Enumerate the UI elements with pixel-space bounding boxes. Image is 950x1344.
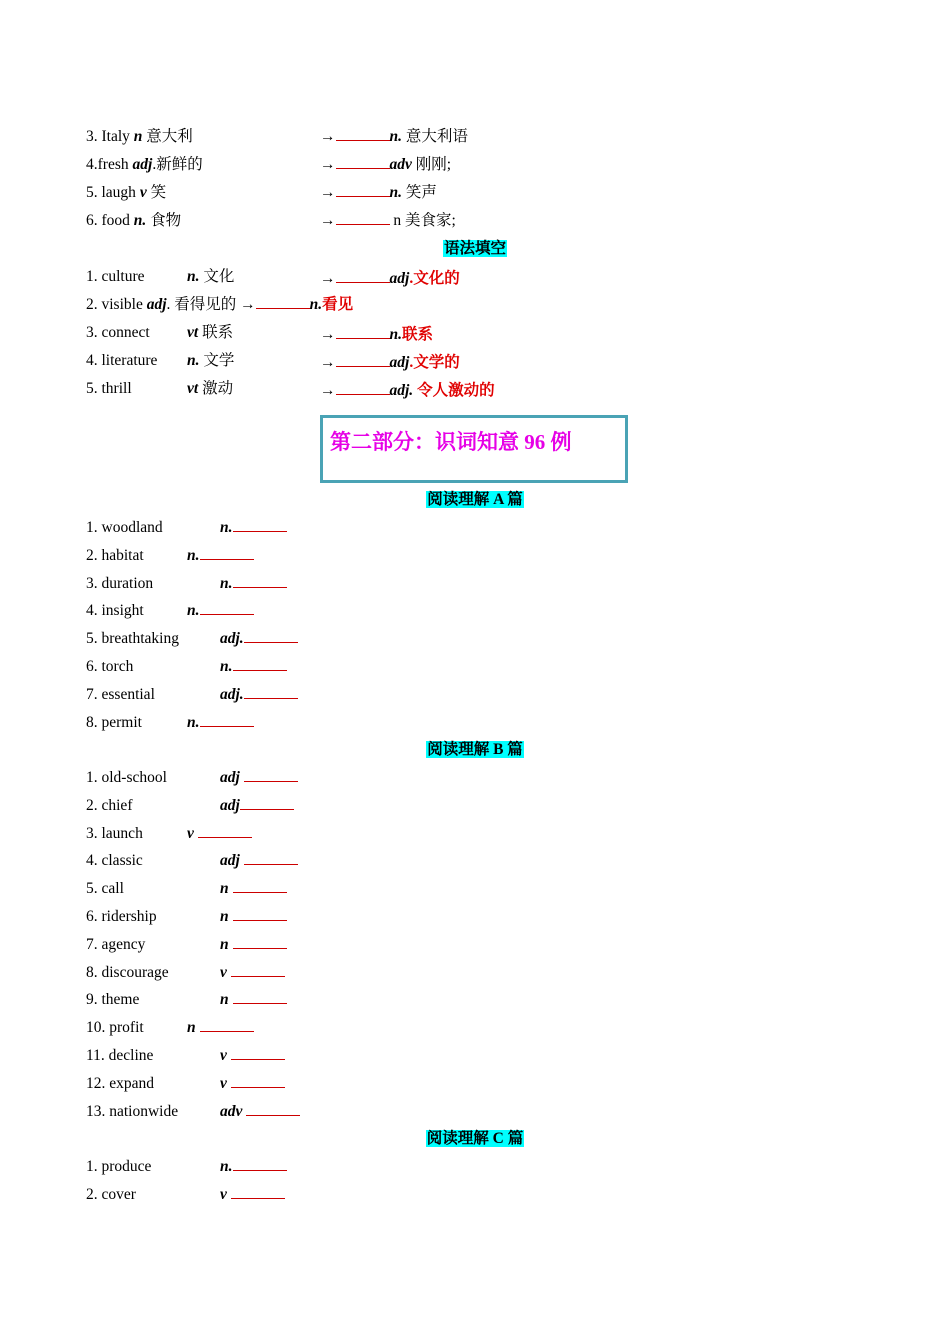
vocab-item: [86, 1156, 233, 1178]
pos-answer: [220, 656, 287, 678]
pos-answer: [187, 600, 254, 622]
answer-blank[interactable]: [256, 294, 310, 309]
vocab-item: [86, 767, 244, 789]
arrow-glyph: →: [320, 326, 336, 343]
meaning: 联系: [198, 324, 234, 341]
derivation-answer: [320, 182, 437, 204]
answer-blank[interactable]: [231, 1073, 285, 1088]
answer-blank[interactable]: [336, 324, 390, 339]
vocab-item: [86, 600, 200, 622]
vocab-item: [86, 628, 244, 650]
derivation-answer: [320, 126, 468, 148]
pos: adj.: [220, 630, 244, 648]
pos: n.: [187, 546, 200, 564]
word: 5. breathtaking: [86, 630, 179, 648]
pos: n.: [220, 658, 233, 675]
derivation-answer: [320, 210, 456, 232]
grammar-item: [86, 294, 353, 316]
arrow-glyph: →: [320, 184, 336, 201]
vocab-item: [86, 989, 233, 1011]
grammar-heading: [0, 238, 950, 260]
pos: v: [220, 1185, 231, 1203]
vocab-item: [86, 573, 233, 595]
target-meaning: .文化的: [409, 270, 460, 287]
pos-answer: [220, 767, 298, 789]
pos-answer: [187, 712, 254, 734]
answer-blank[interactable]: [233, 906, 287, 921]
answer-blank[interactable]: [336, 126, 390, 141]
word: 11. decline: [86, 1047, 154, 1064]
arrow-glyph: →: [320, 212, 336, 229]
pos: adv: [220, 1102, 247, 1120]
grammar-answer: [320, 352, 460, 374]
derivation-item: [86, 210, 181, 232]
vocab-item: [86, 823, 198, 845]
meaning: . 看得见的 →: [166, 296, 256, 313]
answer-blank[interactable]: [233, 989, 287, 1004]
target-pos: n.: [389, 184, 402, 201]
vocab-item: [86, 1184, 231, 1206]
pos-answer: [220, 934, 287, 956]
word: 6. torch: [86, 658, 134, 675]
pos: v: [139, 184, 147, 201]
word: 4.fresh: [86, 156, 133, 173]
word: 2. visible: [86, 296, 147, 313]
vocab-item: [86, 517, 233, 539]
pos: n.: [133, 212, 147, 229]
target-pos: adj: [389, 354, 410, 371]
answer-blank[interactable]: [244, 684, 298, 699]
pos: vt: [187, 380, 199, 397]
word: 12. expand: [86, 1074, 155, 1092]
reading-a-heading-text: 阅读理解 A 篇: [427, 491, 523, 508]
answer-blank[interactable]: [336, 210, 390, 225]
word: 1. culture: [86, 268, 145, 285]
word: 5. laugh: [86, 184, 140, 201]
reading-b-heading-text: 阅读理解 B 篇: [427, 741, 523, 758]
target-pos: adj: [389, 270, 410, 287]
answer-blank[interactable]: [244, 628, 298, 643]
target-meaning: n 美食家;: [389, 212, 456, 229]
answer-blank[interactable]: [233, 878, 287, 893]
pos: v: [187, 824, 198, 842]
target-meaning: 看见: [322, 296, 354, 313]
target-meaning: 意大利语: [402, 128, 468, 145]
vocab-item: [86, 850, 244, 872]
word: 6. ridership: [86, 908, 157, 925]
pos-answer: [187, 1017, 254, 1039]
meaning: 文化: [199, 268, 235, 285]
vocab-item: [86, 656, 233, 678]
pos-answer: [220, 989, 287, 1011]
word: 3. Italy: [86, 128, 134, 145]
arrow-glyph: →: [320, 382, 336, 399]
pos-answer: [220, 1073, 285, 1095]
pos: n: [220, 991, 233, 1009]
pos-answer: [220, 684, 298, 706]
vocab-item: [86, 878, 233, 900]
answer-blank[interactable]: [233, 1156, 287, 1171]
vocab-item: [86, 906, 233, 928]
word: 5. call: [86, 880, 124, 898]
target-pos: n.: [389, 326, 402, 343]
pos: n.: [220, 1158, 233, 1175]
meaning: 食物: [146, 212, 182, 229]
answer-blank[interactable]: [336, 380, 390, 395]
meaning: .新鲜的: [152, 156, 203, 173]
pos: v: [220, 963, 231, 981]
word: 10. profit: [86, 1019, 144, 1037]
reading-c-heading: [0, 1128, 950, 1150]
pos: n: [220, 880, 233, 898]
pos-answer: [220, 1156, 287, 1178]
word: 7. essential: [86, 685, 155, 703]
pos-answer: [220, 962, 285, 984]
grammar-item: [86, 266, 235, 288]
pos: adj: [132, 156, 153, 173]
target-pos: adj.: [389, 382, 414, 399]
vocab-item: [86, 684, 244, 706]
target-meaning: 笑声: [402, 184, 437, 201]
vocab-item: [86, 1073, 231, 1095]
answer-blank[interactable]: [336, 154, 390, 169]
word: 9. theme: [86, 991, 140, 1009]
pos-answer: [220, 795, 294, 817]
word: 2. habitat: [86, 546, 144, 564]
target-pos: n.: [309, 296, 323, 313]
answer-blank[interactable]: [200, 600, 254, 615]
grammar-answer: [320, 268, 460, 290]
word: 7. agency: [86, 935, 146, 953]
word: 1. produce: [86, 1158, 152, 1175]
derivation-answer: [320, 154, 451, 176]
pos-answer: [220, 1101, 300, 1123]
word: 2. chief: [86, 796, 133, 814]
grammar-heading-text: 语法填空: [443, 240, 506, 257]
pos: n: [220, 908, 233, 925]
word: 1. old-school: [86, 769, 167, 786]
pos: adj: [146, 296, 167, 313]
word: 4. literature: [86, 352, 158, 369]
word: 13. nationwide: [86, 1102, 179, 1120]
word: 3. connect: [86, 324, 150, 341]
pos-answer: [220, 850, 298, 872]
vocab-item: [86, 545, 200, 567]
reading-a-heading: [0, 489, 950, 511]
pos: n.: [187, 713, 200, 731]
answer-blank[interactable]: [336, 352, 390, 367]
target-meaning: 联系: [402, 326, 434, 343]
grammar-answer: [320, 380, 495, 402]
word: 8. discourage: [86, 963, 169, 981]
pos: adj.: [220, 685, 244, 703]
part-two-title: 第二部分：识词知意 96 例: [330, 430, 572, 454]
word: 6. food: [86, 212, 134, 229]
word: 4. insight: [86, 602, 144, 620]
word: 5. thrill: [86, 380, 132, 397]
pos-answer: [187, 545, 254, 567]
reading-c-heading-text: 阅读理解 C 篇: [426, 1130, 524, 1147]
answer-blank[interactable]: [240, 795, 294, 810]
word: 8. permit: [86, 713, 142, 731]
derivation-item: [86, 154, 203, 176]
target-pos: n.: [389, 128, 402, 145]
answer-blank[interactable]: [233, 934, 287, 949]
pos-answer: [220, 1045, 285, 1067]
vocab-item: [86, 795, 240, 817]
answer-blank[interactable]: [200, 712, 254, 727]
word: 2. cover: [86, 1185, 136, 1203]
target-pos: adv: [389, 156, 412, 173]
answer-blank[interactable]: [200, 1017, 254, 1032]
pos-answer: [220, 517, 287, 539]
target-meaning: 令人激动的: [413, 382, 495, 399]
vocab-item: [86, 712, 200, 734]
pos-answer: [187, 823, 252, 845]
grammar-item: [86, 350, 235, 372]
vocab-item: [86, 934, 233, 956]
meaning: 意大利: [142, 128, 193, 145]
pos: n: [187, 1019, 200, 1037]
word: 3. duration: [86, 574, 154, 592]
answer-blank[interactable]: [336, 182, 390, 197]
answer-blank[interactable]: [244, 767, 298, 782]
arrow-glyph: →: [320, 128, 336, 145]
target-meaning: 刚刚;: [411, 156, 452, 173]
arrow-glyph: →: [320, 270, 336, 287]
pos: vt: [187, 324, 199, 341]
vocab-item: [86, 962, 231, 984]
reading-b-heading: [0, 739, 950, 761]
answer-blank[interactable]: [244, 850, 298, 865]
pos: n.: [187, 602, 200, 620]
pos-answer: [220, 628, 298, 650]
answer-blank[interactable]: [233, 517, 287, 532]
word: 3. launch: [86, 824, 143, 842]
pos: v: [220, 1047, 231, 1064]
pos: n.: [187, 352, 200, 369]
part-two-box: [320, 415, 628, 483]
meaning: 文学: [199, 352, 235, 369]
derivation-item: [86, 126, 193, 148]
word: 1. woodland: [86, 519, 163, 536]
vocab-item: [86, 1017, 200, 1039]
meaning: 笑: [146, 184, 167, 201]
arrow-glyph: →: [320, 156, 336, 173]
pos: adj: [220, 769, 244, 786]
answer-blank[interactable]: [336, 268, 390, 283]
vocab-item: [86, 1045, 231, 1067]
pos-answer: [220, 878, 287, 900]
pos: adj: [220, 852, 244, 870]
vocab-item: [86, 1101, 247, 1123]
pos: n.: [220, 574, 233, 592]
pos: n.: [220, 519, 233, 536]
answer-blank[interactable]: [246, 1101, 300, 1116]
pos: n.: [187, 268, 200, 285]
pos: n: [220, 935, 233, 953]
grammar-answer: [320, 324, 433, 346]
answer-blank[interactable]: [198, 823, 252, 838]
pos-answer: [220, 1184, 285, 1206]
pos: n: [133, 128, 143, 145]
grammar-item: [86, 322, 234, 344]
target-meaning: .文学的: [409, 354, 460, 371]
grammar-item: [86, 378, 234, 400]
pos: adj: [220, 796, 240, 814]
word: 4. classic: [86, 852, 143, 870]
answer-blank[interactable]: [231, 1045, 285, 1060]
pos: v: [220, 1074, 231, 1092]
derivation-item: [86, 182, 166, 204]
answer-blank[interactable]: [233, 656, 287, 671]
arrow-glyph: →: [320, 354, 336, 371]
meaning: 激动: [198, 380, 234, 397]
pos-answer: [220, 573, 287, 595]
answer-blank[interactable]: [200, 545, 254, 560]
answer-blank[interactable]: [231, 1184, 285, 1199]
answer-blank[interactable]: [233, 573, 287, 588]
pos-answer: [220, 906, 287, 928]
answer-blank[interactable]: [231, 962, 285, 977]
